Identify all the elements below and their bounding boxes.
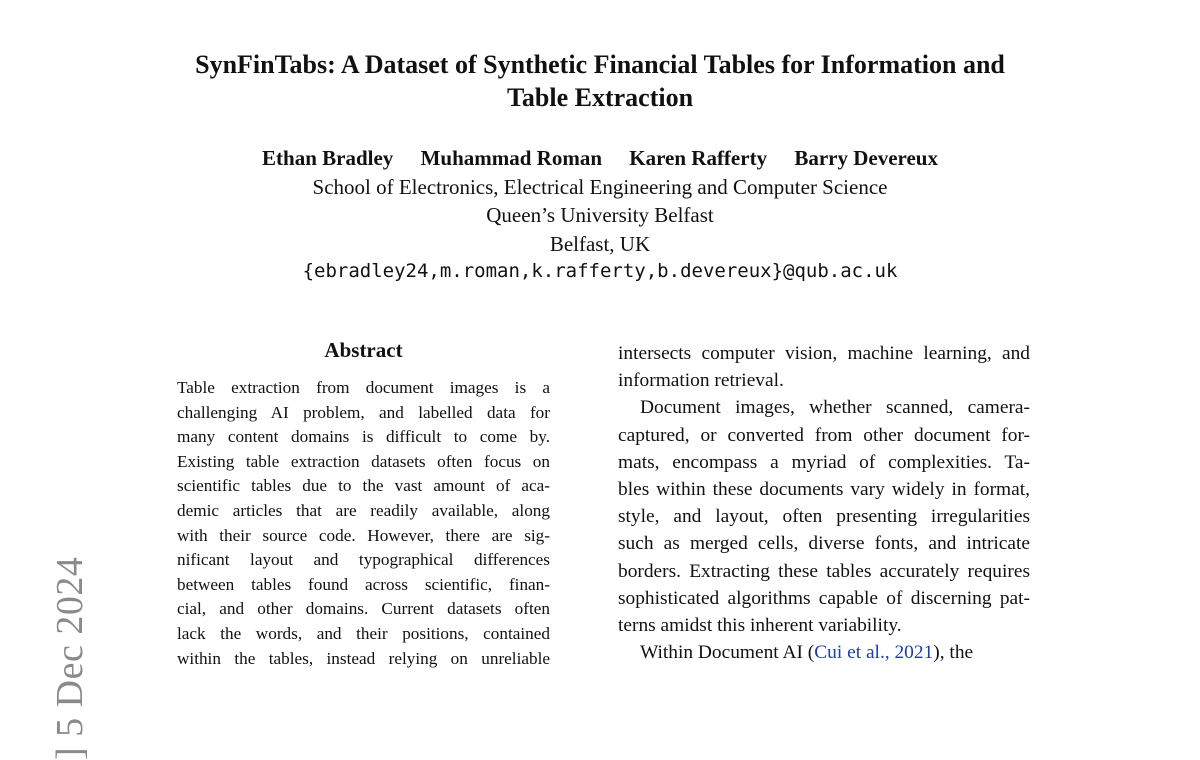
- abstract-line: Table extraction from document images is a: [177, 378, 550, 397]
- body-line: mats, encompass a myriad of complexities. Ta-: [618, 451, 1030, 473]
- author-name: Barry Devereux: [794, 146, 938, 170]
- body-line: borders. Extracting these tables accurately requires: [618, 560, 1030, 582]
- body-line: Document images, whether scanned, camera-: [640, 397, 1030, 419]
- affiliation-line: Belfast, UK: [549, 231, 651, 256]
- abstract-body: [177, 376, 550, 671]
- body-line: sophisticated algorithms capable of discerning pat-: [618, 587, 1030, 609]
- abstract-line: lack the words, and their positions, contained: [177, 623, 550, 643]
- abstract-line: within the tables, instead relying on unreliable: [177, 648, 550, 668]
- abstract-line: demic articles that are readily available, along: [177, 500, 550, 520]
- abstract-line: nificant layout and typographical differences: [177, 550, 550, 570]
- paper-title: [120, 48, 1080, 114]
- abstract-line: challenging AI problem, and labelled data for: [177, 402, 550, 422]
- abstract-line: many content domains is difficult to come by.: [177, 427, 550, 447]
- body-text: ), the: [933, 642, 974, 664]
- abstract-line: cial, and other domains. Current datasets often: [177, 599, 550, 619]
- affiliation-line: School of Electronics, Electrical Engineering and Computer Science: [312, 175, 888, 199]
- author-name: Karen Rafferty: [629, 146, 768, 170]
- body-line: bles within these documents vary widely in format,: [618, 479, 1030, 501]
- body-line: style, and layout, often presenting irregularities: [618, 506, 1030, 528]
- affiliation-line: Queen’s University Belfast: [486, 203, 714, 228]
- introduction-column: [618, 340, 1030, 666]
- arxiv-margin-stamp: ] 5 Dec 2024: [49, 556, 91, 760]
- body-line: such as merged cells, diverse fonts, and intricate: [618, 533, 1030, 555]
- abstract-heading: Abstract: [324, 338, 403, 362]
- body-line: terns amidst this inherent variability.: [618, 615, 902, 637]
- author-list: [120, 145, 1080, 171]
- body-line-partial: [618, 639, 1030, 666]
- author-name: Ethan Bradley: [262, 146, 394, 170]
- body-line: captured, or converted from other document for-: [618, 424, 1030, 446]
- body-line: intersects computer vision, machine learning, and: [618, 343, 1030, 364]
- author-emails: {ebradley24,m.roman,k.rafferty,b.devereux}@qub.ac.uk: [302, 260, 898, 282]
- author-name: Muhammad Roman: [420, 146, 602, 170]
- title-line: SynFinTabs: A Dataset of Synthetic Financial Tables for Information and: [195, 50, 1005, 79]
- abstract-line: Existing table extraction datasets often focus on: [177, 451, 550, 471]
- body-text: Within Document AI (: [640, 642, 815, 664]
- citation-link[interactable]: Cui et al., 2021: [814, 642, 934, 664]
- body-line: information retrieval.: [618, 370, 784, 392]
- title-line: Table Extraction: [506, 83, 694, 112]
- abstract-line: with their source code. However, there are sig-: [177, 525, 550, 545]
- abstract-line: scientific tables due to the vast amount of aca-: [177, 476, 550, 496]
- affiliation: [120, 173, 1080, 258]
- abstract-line: between tables found across scientific, finan-: [177, 574, 550, 594]
